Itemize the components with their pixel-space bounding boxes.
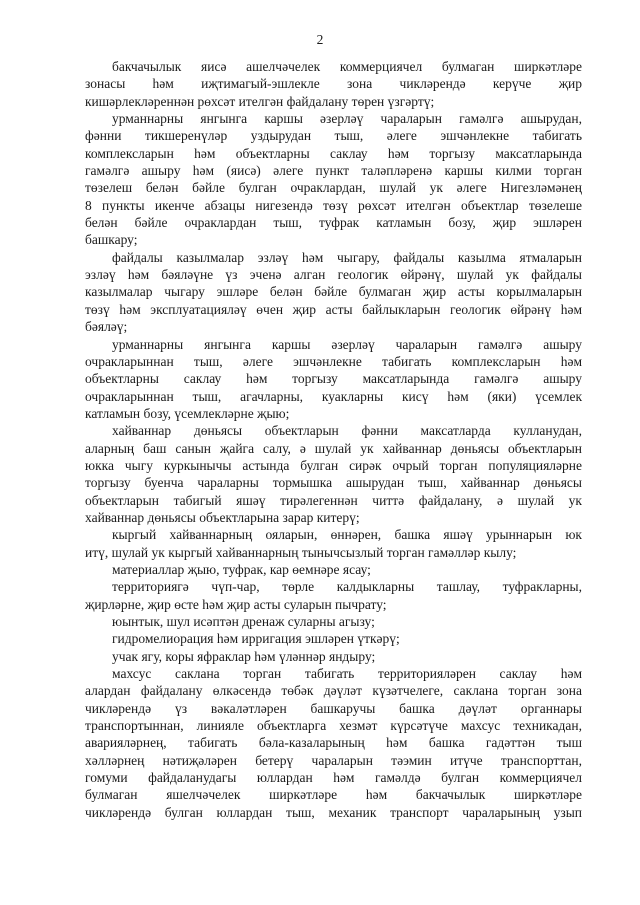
text-line: хайваннар дөньясы объектларын фәнни максатларда кулланудан, bbox=[112, 423, 582, 439]
text-line: транспортыннан, линияле объектларга хезмәт күрсәтүче махсус техникадан, bbox=[85, 718, 582, 734]
text-line: гомуми файдаланудагы юллардан һәм гамәлдә булган коммерциячел bbox=[85, 770, 582, 786]
text-line: гидромелиорация һәм ирригация эшләрен үткәрү; bbox=[112, 631, 400, 647]
text-line: кишәрлекләреннән рөхсәт ителгән файдалану төрен үзгәртү; bbox=[85, 93, 435, 109]
paragraph bbox=[85, 630, 582, 647]
text-line: булмаган яшелчәчелек ширкәтләре һәм бакчачылык ширкәтләре bbox=[85, 787, 582, 803]
text-line: торгызу буенча чараларны тормышка ашырудан тыш, хайваннар дөньясы bbox=[85, 475, 582, 491]
document-body bbox=[85, 58, 582, 821]
text-line: учак ягу, коры яфраклар һәм үләннәр яндыру; bbox=[112, 648, 376, 664]
paragraph bbox=[85, 665, 582, 821]
text-line: бакчачылык яисә ашелчәчелек коммерциячел булмаган ширкәтләре bbox=[112, 59, 582, 74]
text-line: файдалы казылмалар эзләү һәм чыгару, файдалы казылма ятмаларын bbox=[112, 249, 582, 265]
text-line: очракларыннан тыш, әлеге эшчәнлекне табигать комплексларын һәм bbox=[85, 353, 582, 369]
text-line: хәлләрнең нәтиҗәләрен бетерү чараларын тәэмин итүче транспорттан, bbox=[85, 752, 582, 768]
text-line: урманнарны янгынга каршы әзерләү чараларын гамәлгә ашырудан, bbox=[112, 111, 582, 127]
text-line: катламын бозу, үсемлекләрне җыю; bbox=[85, 405, 290, 421]
text-line: аварияләрнең, табигать бәла-казаларының һәм башка гадәттән тыш bbox=[85, 735, 582, 751]
page-number: 2 bbox=[316, 32, 324, 47]
paragraph bbox=[85, 422, 582, 526]
text-line: объектларын табигый яшәү тирәлегеннән читтә файдалану, ә шулай ук bbox=[85, 492, 582, 508]
text-line: төзү һәм эксплуатацияләү өчен җир асты байлыкларын геологик өйрәнү һәм bbox=[85, 301, 582, 317]
text-line: аларның баш санын җайга салу, ә шулай ук хайваннар дөньясы объектларын bbox=[85, 440, 582, 456]
text-line: төзелеш белән бәйле булган очраклардан, шулай ук әлеге Нигезләмәнең bbox=[85, 180, 582, 196]
text-line: очракларыннан тыш, агачларны, куакларны кисү һәм (яки) үсемлек bbox=[85, 388, 582, 404]
text-line: гамәлгә ашыру һәм (яисә) әлеге пункт таләпләренә каршы килми торган bbox=[85, 163, 582, 179]
text-line: махсус саклана торган табигать территорияләрен саклау һәм bbox=[112, 666, 582, 682]
paragraph bbox=[85, 336, 582, 423]
text-line: чикләрендә булган юллардан тыш, механик транспорт чараларының узып bbox=[85, 804, 582, 820]
text-line: юынтык, шул исәптән дренаж суларны агызу; bbox=[112, 614, 375, 629]
text-line: объектларны саклау һәм торгызу максатларында гамәлгә ашыру bbox=[85, 371, 582, 387]
text-line: итү, шулай ук кыргый хайваннарның тынычсызлый торган гамәлләр кылу; bbox=[85, 544, 517, 560]
text-line: 8 пункты икенче абзацы нигезендә төзү рөхсәт ителгән объектлар төзелеше bbox=[85, 197, 582, 213]
paragraph bbox=[85, 110, 582, 249]
text-line: казылмалар чыгару эшләре белән бәйле булмаган җир асты корылмаларын bbox=[85, 284, 582, 300]
text-line: территориягә чүп-чар, төрле калдыкларны ташлау, туфракларны, bbox=[112, 579, 582, 595]
text-line: кыргый хайваннарның ояларын, өннәрен, башка яшәү урыннарын юк bbox=[112, 527, 582, 543]
text-line: алардан файдалану өлкәсендә төбәк дәүләт күзәтчелеге, саклана торган зона bbox=[85, 683, 582, 699]
text-line: чикләрендә үз вәкаләтләрен башкаручы башка дәүләт органнары bbox=[85, 700, 582, 716]
text-line: башкару; bbox=[85, 232, 138, 248]
paragraph bbox=[85, 58, 582, 110]
text-line: җирләрне, җир өсте һәм җир асты суларын пычрату; bbox=[85, 596, 387, 612]
paragraph bbox=[85, 613, 582, 630]
text-line: урманнарны янгынга каршы әзерләү чараларын гамәлгә ашыру bbox=[112, 336, 582, 352]
paragraph bbox=[85, 249, 582, 336]
text-line: фәнни тикшеренүләр уздырудан тыш, әлеге эшчәнлекне табигать bbox=[85, 128, 582, 144]
paragraph bbox=[85, 648, 582, 665]
paragraph bbox=[85, 561, 582, 578]
text-line: юкка чыгу куркынычы астында булган сирәк очрый торган популяцияләрне bbox=[85, 457, 582, 473]
text-line: эзләү һәм бәяләүне үз эченә алган геологик өйрәнү, шулай ук файдалы bbox=[85, 267, 582, 283]
paragraph bbox=[85, 526, 582, 561]
text-line: бәяләү; bbox=[85, 319, 128, 335]
paragraph bbox=[85, 578, 582, 613]
text-line: белән бәйле очраклардан тыш, туфрак катламын бозу, җир эшләрен bbox=[85, 215, 582, 231]
text-line: комплексларын һәм объектларны саклау һәм торгызу максатларында bbox=[85, 145, 582, 161]
text-line: зонасы һәм иҗтимагый-эшлекле зона чикләрендә керүче җир bbox=[85, 76, 582, 92]
text-line: хайваннар дөньясы объектларына зарар китерү; bbox=[85, 509, 360, 525]
text-line: материаллар җыю, туфрак, кар өемнәре ясау; bbox=[112, 561, 371, 577]
